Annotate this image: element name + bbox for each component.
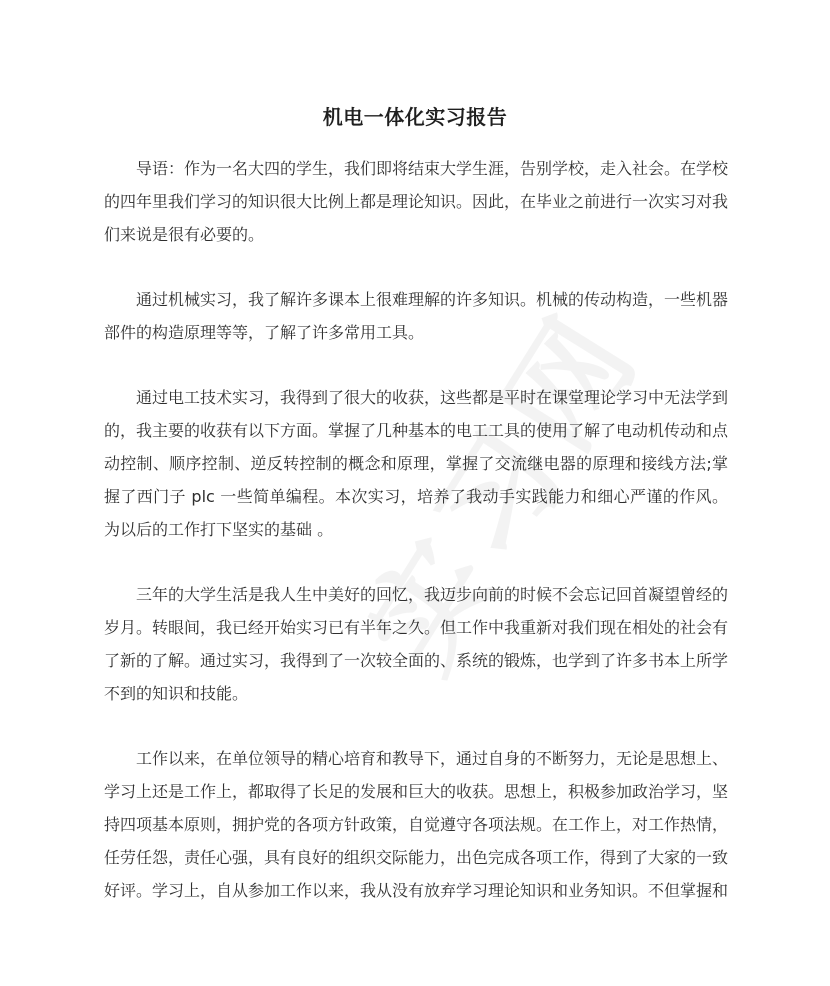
document-title: 机电一体化实习报告 (322, 105, 508, 130)
document-body (104, 152, 728, 939)
paragraph-work-experience: 工作以来，在单位领导的精心培育和教导下，通过自身的不断努力，无论是思想上、学习上还是工作上，都取得了长足的发展和巨大的收获。思想上，积极参加政治学习，坚持四项基本原则，拥护党的各项方针政策，自觉遵守各项法规。在工作上，对工作热情，任劳任怨，责任心强，具有良好的组织交际能力，出色完成各项工作，得到了大家的一致好评。学习上，自从参加工作以来，我从没有放弃学习理论知识和业务知识。不但掌握和 (104, 749, 729, 900)
paragraph-intro: 导语：作为一名大四的学生，我们即将结束大学生涯，告别学校，走入社会。在学校的四年里我们学习的知识很大比例上都是理论知识。因此，在毕业之前进行一次实习对我们来说是很有必要的。 (104, 159, 729, 244)
paragraph-electrical-internship: 通过电工技术实习，我得到了很大的收获，这些都是平时在课堂理论学习中无法学到的，我主要的收获有以下方面。掌握了几种基本的电工工具的使用了解了电动机传动和点动控制、顺序控制、逆反转控制的概念和原理，掌握了交流继电器的原理和接线方法;掌握了西门子 plc 一些简单编程。本次实习，培养了我动手实践能力和细心严谨的作风。为以后的工作打下坚实的基础 。 (104, 388, 729, 539)
paragraph-mechanical-internship: 通过机械实习，我了解许多课本上很难理解的许多知识。机械的传动构造，一些机器部件的构造原理等等，了解了许多常用工具。 (104, 290, 729, 342)
paragraph-university-reflection: 三年的大学生活是我人生中美好的回忆，我迈步向前的时候不会忘记回首凝望曾经的岁月。转眼间，我已经开始实习已有半年之久。但工作中我重新对我们现在相处的社会有了新的了解。通过实习，我得到了一次较全面的、系统的锻炼，也学到了许多书本上所学不到的知识和技能。 (104, 585, 729, 703)
